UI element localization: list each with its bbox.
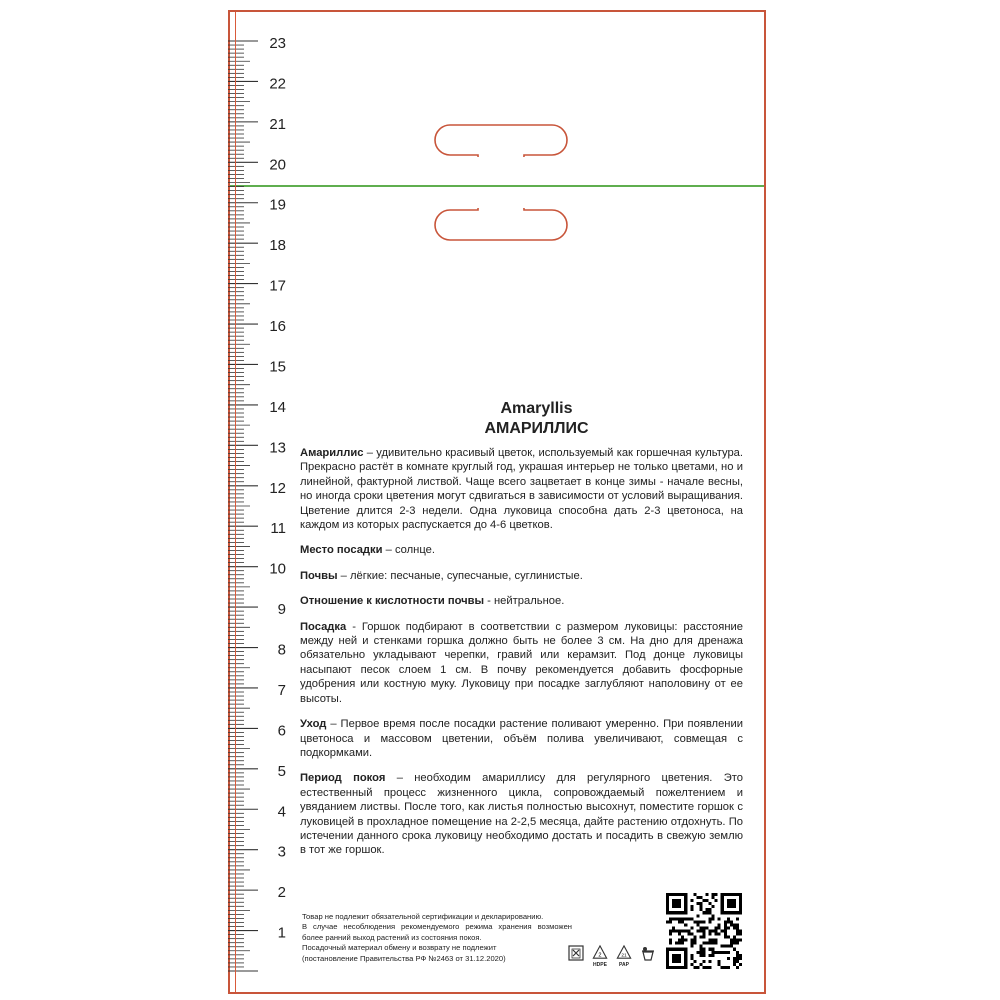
section-location-term: Место посадки — [300, 544, 383, 557]
section-planting-text: - Горшок подбирают в соответствии с размером луковицы: расстояние между ней и стенками горшка должно быть не более 3 см. На дно для дренажа обязательно укладывают черепки, гравий или керамзит. Под донце луковицы насыпают песок слоем 1 см. В почву рекомендуется добавить фосфорные удобрения или костную муку. Луковицу при посадке заглубляют наполовину от ее высоты. — [300, 620, 743, 705]
ruler-label: 7 — [277, 681, 286, 699]
recycle-hdpe-icon — [590, 944, 610, 968]
recycle-pap-icon — [614, 944, 634, 968]
section-soil-text: – лёгкие: песчаные, супесчаные, суглинистые. — [337, 569, 583, 582]
section-acidity — [300, 594, 743, 608]
title-latin: Amaryllis — [500, 400, 573, 417]
ruler-label: 9 — [277, 601, 286, 619]
section-location-text: – солнце. — [382, 544, 435, 557]
section-care — [300, 717, 743, 760]
ruler-label: 13 — [269, 439, 286, 457]
ruler-label: 21 — [269, 115, 286, 133]
section-planting — [300, 620, 743, 706]
ruler-label: 2 — [277, 884, 286, 902]
ruler-label: 5 — [277, 762, 286, 780]
ruler-label: 6 — [277, 722, 286, 740]
trash-bin-icon — [638, 944, 658, 968]
section-intro-term: Амариллис — [300, 447, 364, 459]
hang-slot-bottom — [433, 208, 569, 242]
footer-line-3: Посадочный материал обмену и возврату не подлежит — [302, 943, 497, 953]
svg-text:21: 21 — [621, 953, 627, 959]
footer-line-1: Товар не подлежит обязательной сертификации и декларированию. — [302, 912, 544, 921]
ruler-label: 1 — [277, 924, 286, 942]
section-care-term: Уход — [300, 718, 327, 731]
fold-line — [230, 185, 764, 187]
ruler-label: 4 — [277, 803, 286, 821]
ruler-label: 23 — [269, 35, 286, 52]
no-dispose-icon — [566, 944, 586, 968]
section-location — [300, 543, 743, 557]
svg-text:2: 2 — [598, 952, 602, 959]
hang-slot-top — [433, 123, 569, 157]
section-planting-term: Посадка — [300, 620, 347, 633]
ruler-label: 18 — [269, 237, 286, 255]
eco-icons — [566, 944, 658, 968]
section-acidity-term: Отношение к кислотности почвы — [300, 595, 485, 608]
ruler-label: 14 — [269, 398, 286, 416]
ruler-label: 12 — [269, 479, 286, 497]
ruler-label: 8 — [277, 641, 286, 659]
ruler-label: 22 — [269, 75, 286, 93]
title-russian: АМАРИЛЛИС — [484, 420, 589, 437]
ruler-label: 10 — [269, 560, 286, 578]
ruler-label: 19 — [269, 196, 286, 214]
legal-footer — [302, 912, 572, 964]
ruler-edge-line — [235, 12, 236, 992]
qr-code — [666, 893, 742, 969]
eco-label: PAP — [619, 962, 629, 968]
section-acidity-text: - нейтральное. — [484, 595, 565, 608]
section-care-text: – Первое время после посадки растение поливают умеренно. При появлении цветоноса и массовом цветении, объём полива увеличивают, совмещая с подкормками. — [300, 718, 743, 759]
section-dormancy-text: – необходим амариллису для регулярного цветения. Это естественный процесс жизненного цикла, сопровождаемый пожелтением и увяданием листвы. После того, как листья полностью высохнут, поместите горшок с луковицей в прохладное помещение на 2-2,5 месяца, дайте растению отдохнуть. По истечении данного срока луковицу необходимо достать и посадить в свежую землю в тот же горшок. — [300, 772, 743, 857]
section-intro — [300, 446, 743, 532]
ruler-label: 3 — [277, 843, 286, 861]
section-dormancy — [300, 771, 743, 857]
ruler — [228, 10, 298, 994]
ruler-label: 17 — [269, 277, 286, 295]
footer-line-2: В случае несоблюдения рекомендуемого режима хранения возможен более ранний выход растений из состояния покоя. — [302, 922, 572, 942]
section-soil — [300, 569, 743, 583]
ruler-label: 16 — [269, 318, 286, 336]
section-soil-term: Почвы — [300, 569, 338, 582]
section-intro-text: – удивительно красивый цветок, используемый как горшечная культура. Прекрасно растёт в комнате круглый год, украшая интерьер не только цветами, но и линейной, фактурной листвой. Чаще всего зацветает в конце зимы - начале весны, но иногда сроки цветения могут сдвигаться в зависимости от условий выращивания. Цветение длится 2-3 недели. Одна луковица способна дать 2-3 цветоноса, на каждом из которых распускается до 4-6 цветков. — [300, 447, 743, 532]
ruler-label: 11 — [270, 520, 286, 538]
description-content — [300, 400, 743, 869]
ruler-label: 15 — [269, 358, 286, 376]
ruler-label: 20 — [269, 156, 286, 174]
section-dormancy-term: Период покоя — [300, 772, 386, 785]
eco-label: HDPE — [593, 962, 607, 968]
footer-line-4: (постановление Правительства РФ №2463 от 31.12.2020) — [302, 953, 506, 963]
